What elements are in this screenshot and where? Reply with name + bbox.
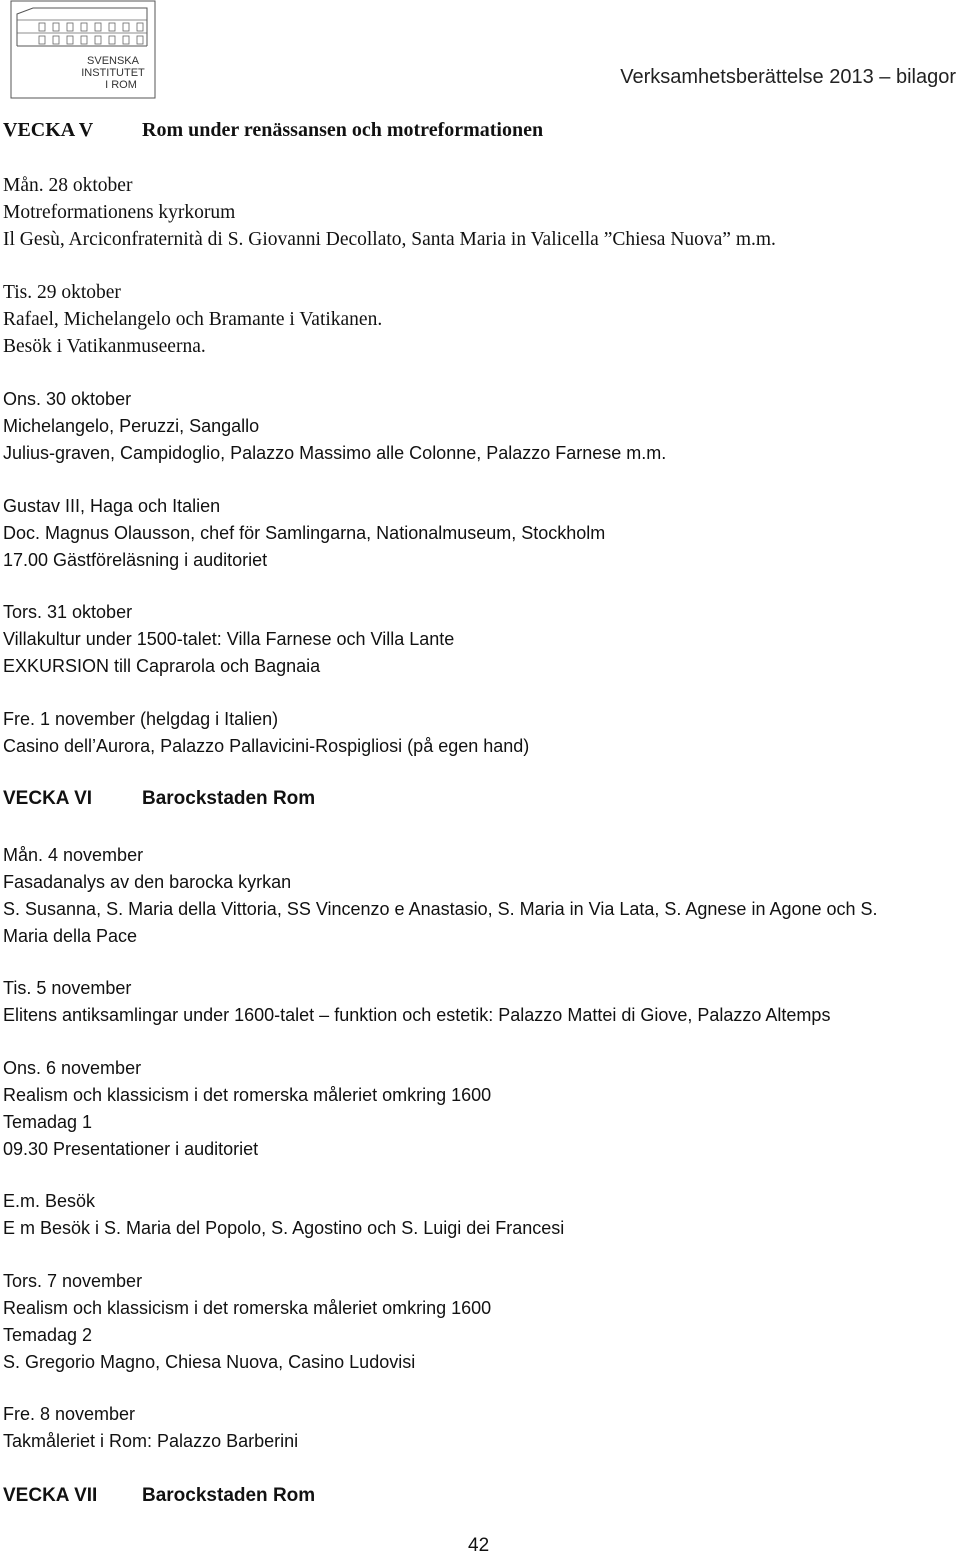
page-number: 42 bbox=[468, 1535, 490, 1556]
day-heading: Tors. 31 oktober bbox=[3, 602, 133, 622]
week-heading-v bbox=[3, 119, 543, 142]
lecture-time: 17.00 Gästföreläsning i auditoriet bbox=[3, 550, 268, 570]
week-heading-vii bbox=[3, 1485, 315, 1507]
logo-text-2: INSTITUTET bbox=[81, 67, 145, 79]
logo-text-3: I ROM bbox=[105, 79, 137, 91]
day-heading: Tis. 29 oktober bbox=[3, 282, 121, 303]
session-sites: EXKURSION till Caprarola och Bagnaia bbox=[3, 656, 321, 676]
report-title: Verksamhetsberättelse 2013 – bilagor bbox=[620, 66, 956, 88]
day-heading: Fre. 1 november (helgdag i Italien) bbox=[3, 709, 279, 729]
session-title: Fasadanalys av den barocka kyrkan bbox=[3, 872, 292, 892]
session-sites: Maria della Pace bbox=[3, 926, 138, 946]
week-title: Barockstaden Rom bbox=[142, 1485, 316, 1506]
session-time: 09.30 Presentationer i auditoriet bbox=[3, 1139, 259, 1159]
session-title: Realism och klassicism i det romerska måleriet omkring 1600 bbox=[3, 1298, 492, 1318]
session-title: Rafael, Michelangelo och Bramante i Vatikanen. bbox=[3, 309, 383, 330]
session-title: Takmåleriet i Rom: Palazzo Barberini bbox=[3, 1431, 299, 1451]
session-sites: Julius-graven, Campidoglio, Palazzo Massimo alle Colonne, Palazzo Farnese m.m. bbox=[3, 443, 667, 463]
day-heading: Ons. 30 oktober bbox=[3, 389, 132, 409]
session-sites: S. Gregorio Magno, Chiesa Nuova, Casino Ludovisi bbox=[3, 1352, 416, 1372]
day-heading: Mån. 4 november bbox=[3, 845, 144, 865]
institute-logo bbox=[9, 0, 157, 100]
session-sites: Besök i Vatikanmuseerna. bbox=[3, 336, 206, 357]
day-heading: Ons. 6 november bbox=[3, 1058, 142, 1078]
session-title: Michelangelo, Peruzzi, Sangallo bbox=[3, 416, 260, 436]
day-heading: Mån. 28 oktober bbox=[3, 175, 133, 196]
session-sites: S. Susanna, S. Maria della Vittoria, SS Vincenzo e Anastasio, S. Maria in Via Lata, S. Agnese in Agone och S. bbox=[3, 899, 878, 919]
week-label: VECKA VI bbox=[3, 788, 93, 809]
lecture-title: Gustav III, Haga och Italien bbox=[3, 496, 221, 516]
session-sites: Casino dell’Aurora, Palazzo Pallavicini-Rospigliosi (på egen hand) bbox=[3, 736, 530, 756]
week-title: Rom under renässansen och motreformationen bbox=[142, 119, 544, 141]
theme-day: Temadag 2 bbox=[3, 1325, 93, 1345]
logo-text-1: SVENSKA bbox=[87, 55, 139, 67]
session-title: Realism och klassicism i det romerska måleriet omkring 1600 bbox=[3, 1085, 492, 1105]
week-label: VECKA VII bbox=[3, 1485, 98, 1506]
day-heading: Tis. 5 november bbox=[3, 978, 132, 998]
week-label: VECKA V bbox=[3, 119, 94, 141]
session-sites: E m Besök i S. Maria del Popolo, S. Agostino och S. Luigi dei Francesi bbox=[3, 1218, 565, 1238]
session-title: Elitens antiksamlingar under 1600-talet – funktion och estetik: Palazzo Mattei di Giove, Palazzo Altemps bbox=[3, 1005, 831, 1025]
session-sites: Il Gesù, Arciconfraternità di S. Giovanni Decollato, Santa Maria in Valicella ”Chiesa Nuova” m.m. bbox=[3, 229, 776, 250]
lecturer: Doc. Magnus Olausson, chef för Samlingarna, Nationalmuseum, Stockholm bbox=[3, 523, 606, 543]
week-heading-vi bbox=[3, 788, 315, 810]
session-title: Motreformationens kyrkorum bbox=[3, 202, 236, 223]
day-heading: Tors. 7 november bbox=[3, 1271, 143, 1291]
week-title: Barockstaden Rom bbox=[142, 788, 316, 809]
theme-day: Temadag 1 bbox=[3, 1112, 93, 1132]
afternoon-heading: E.m. Besök bbox=[3, 1191, 96, 1211]
day-heading: Fre. 8 november bbox=[3, 1404, 136, 1424]
session-title: Villakultur under 1500-talet: Villa Farnese och Villa Lante bbox=[3, 629, 455, 649]
